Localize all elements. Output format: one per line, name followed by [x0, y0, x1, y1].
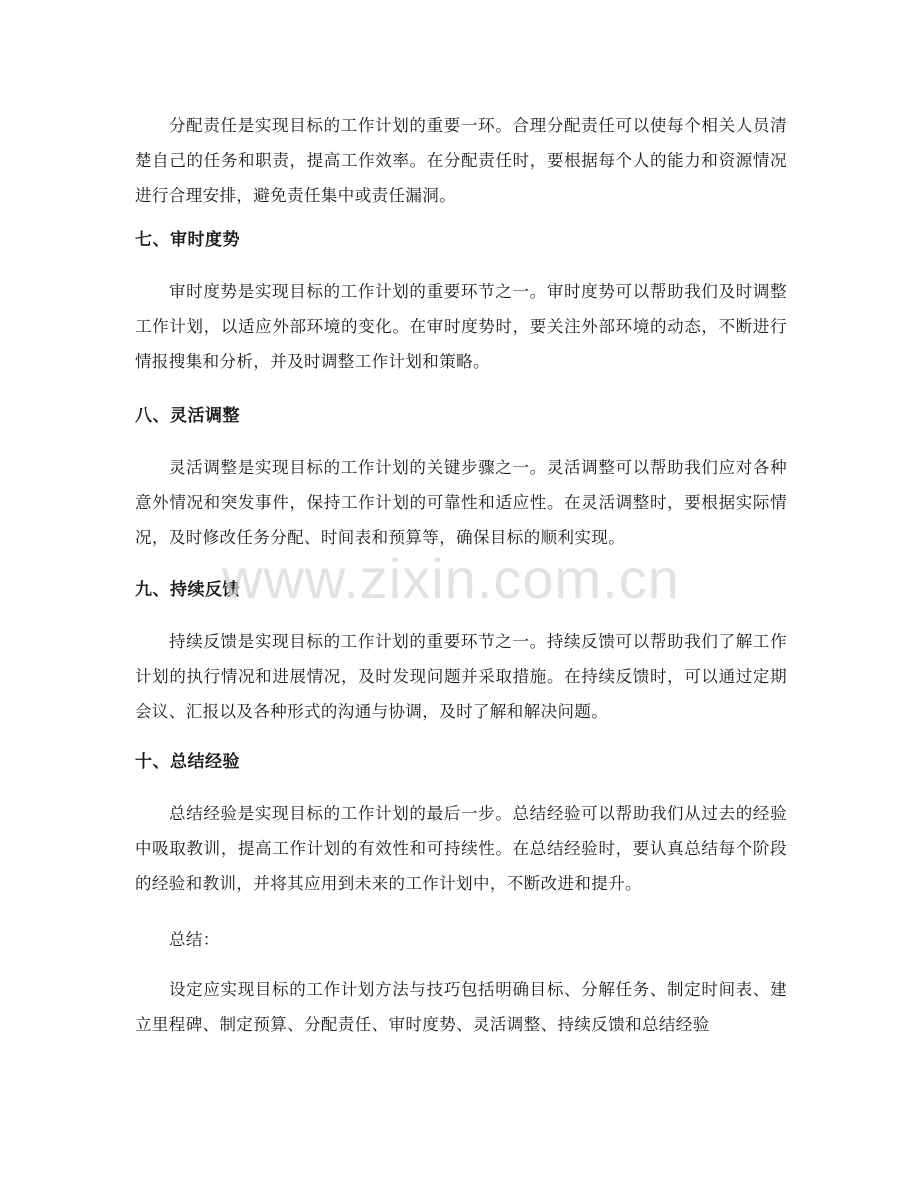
paragraph-text: 灵活调整是实现目标的工作计划的关键步骤之一。灵活调整可以帮助我们应对各种意外情况和突发事件，保持工作计划的可靠性和适应性。在灵活调整时，要根据实际情况，及时修改任务分配、时间表和预算等，确保目标的顺利实现。	[135, 458, 787, 547]
watermark-text: www.zixin.com.cn	[222, 547, 680, 610]
section-heading: 七、审时度势	[135, 230, 240, 250]
summary-label: 总结：	[169, 930, 220, 949]
paragraph-text: 总结经验是实现目标的工作计划的最后一步。总结经验可以帮助我们从过去的经验中吸取教训，提高工作计划的有效性和可持续性。在总结经验时，要认真总结每个阶段的经验和教训，并将其应用到未来的工作计划中，不断改进和提升。	[135, 804, 787, 893]
paragraph-fenpei	[135, 108, 787, 213]
paragraph-section-7	[135, 274, 787, 379]
paragraph-section-10	[135, 796, 787, 901]
paragraph-text: 持续反馈是实现目标的工作计划的重要环节之一。持续反馈可以帮助我们了解工作计划的执行情况和进展情况，及时发现问题并采取措施。在持续反馈时，可以通过定期会议、汇报以及各种形式的沟通与协调，及时了解和解决问题。	[135, 632, 787, 721]
heading-section-9	[135, 576, 787, 604]
paragraph-text: 设定应实现目标的工作计划方法与技巧包括明确目标、分解任务、制定时间表、建立里程碑、制定预算、分配责任、审时度势、灵活调整、持续反馈和总结经验	[135, 980, 787, 1034]
paragraph-text: 审时度势是实现目标的工作计划的重要环节之一。审时度势可以帮助我们及时调整工作计划，以适应外部环境的变化。在审时度势时，要关注外部环境的动态，不断进行情报搜集和分析，并及时调整工作计划和策略。	[135, 282, 787, 371]
heading-section-7	[135, 226, 787, 254]
paragraph-text: 分配责任是实现目标的工作计划的重要一环。合理分配责任可以使每个相关人员清楚自己的任务和职责，提高工作效率。在分配责任时，要根据每个人的能力和资源情况进行合理安排，避免责任集中或责任漏洞。	[135, 116, 787, 205]
section-heading: 十、总结经验	[135, 752, 240, 772]
heading-section-10	[135, 748, 787, 776]
paragraph-section-9	[135, 624, 787, 729]
heading-section-8	[135, 402, 787, 430]
section-heading: 九、持续反馈	[135, 580, 240, 600]
paragraph-summary	[135, 972, 787, 1042]
summary-label-block	[135, 922, 787, 957]
section-heading: 八、灵活调整	[135, 406, 240, 426]
paragraph-section-8	[135, 450, 787, 555]
